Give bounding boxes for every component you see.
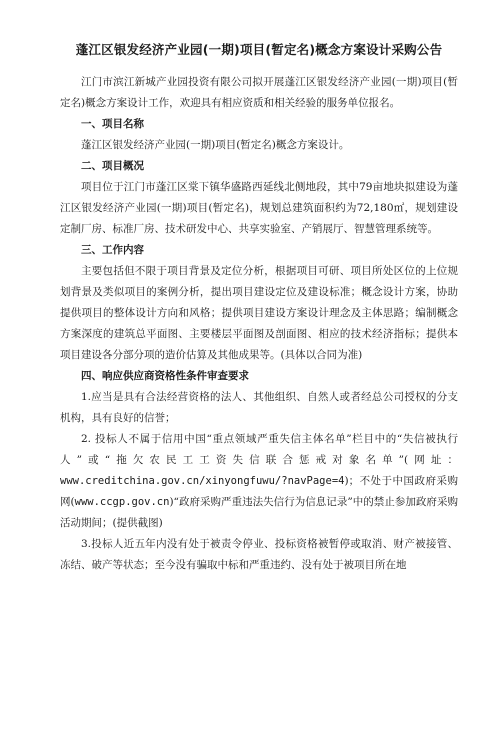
qualification-item-2-text-a: 2. 投标人不属于信用中国“重点领域严重失信主体名单”栏目中的“失信被执行人”或“拖欠农民工工资失信联合惩戒对象名单”(网址： xyxy=(60,433,458,466)
qualification-item-2 xyxy=(60,429,458,534)
section-body-project-overview: 项目位于江门市蓬江区棠下镇华盛路西延线北侧地段，其中79亩地块拟建设为蓬江区银发经济产业园(一期)项目(暂定名)，规划总建筑面积约为72,180㎡，规划建设定制厂房、标准厂房、技术研发中心、共享实验室、产销展厅、智慧管理系统等。 xyxy=(60,181,458,235)
qualification-item-3: 3.投标人近五年内没有处于被责令停业、投标资格被暂停或取消、财产被接管、冻结、破产等状态；至今没有骗取中标和严重违约、没有处于被项目所在地 xyxy=(60,538,458,571)
ccgp-url: www.ccgp.gov.cn xyxy=(74,496,170,508)
qualification-item-2-text-c: )“政府采购严重违法失信行为信息记录”中的禁止参加政府采购活动期间；(提供截图) xyxy=(60,496,458,529)
section-body-work-content: 主要包括但不限于项目背景及定位分析，根据项目可研、项目所处区位的上位规划背景及类似项目的案例分析，提出项目建设定位及建设标准；概念设计方案，协助提供项目的整体设计方向和风格；提供项目建设方案设计理念及主体思路；编制概念方案深度的建筑总平面图、主要楼层平面图及剖面图、相应的技术经济指标；提供本项目建设各分部分项的造价估算及其他成果等。(具体以合同为准) xyxy=(60,265,458,361)
creditchina-url: www.creditchina.gov.cn/xinyongfuwu/?navPage=4 xyxy=(60,475,345,487)
section-heading-work-content: 三、工作内容 xyxy=(81,244,144,256)
section-heading-qualification: 四、响应供应商资格性条件审查要求 xyxy=(81,370,249,382)
intro-paragraph: 江门市滨江新城产业园投资有限公司拟开展蓬江区银发经济产业园(一期)项目(暂定名)概念方案设计工作，欢迎具有相应资质和相关经验的服务单位报名。 xyxy=(60,76,458,109)
qualification-item-1: 1.应当是具有合法经营资格的法人、其他组织、自然人或者经总公司授权的分支机构，具有良好的信誉； xyxy=(60,391,458,424)
section-body-project-name: 蓬江区银发经济产业园(一期)项目(暂定名)概念方案设计。 xyxy=(81,139,350,151)
section-heading-project-overview: 二、项目概况 xyxy=(81,160,144,172)
qualification-item-2-text-b: )；不处于中国政府采购网( xyxy=(60,475,458,508)
document-title: 蓬江区银发经济产业园(一期)项目(暂定名)概念方案设计采购公告 xyxy=(75,42,443,57)
section-heading-project-name: 一、项目名称 xyxy=(81,118,144,130)
